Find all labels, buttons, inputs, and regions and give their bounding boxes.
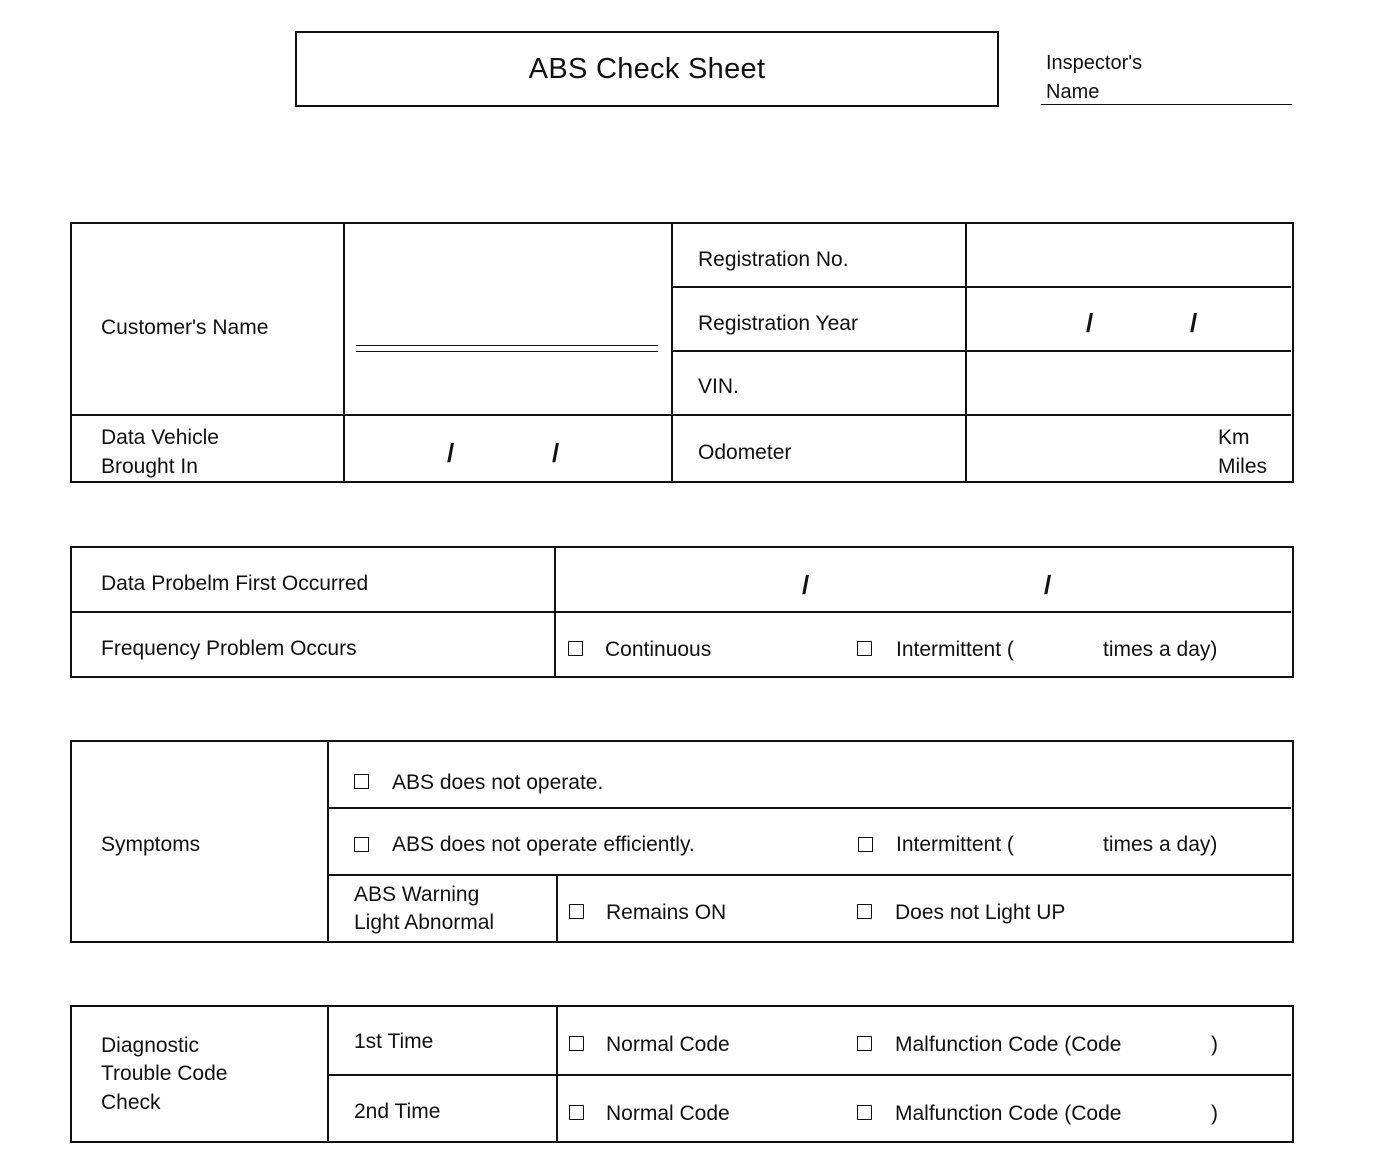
not-light-up-checkbox[interactable] (857, 904, 872, 919)
intermittent-label: Intermittent ( (896, 638, 1014, 661)
continuous-checkbox[interactable] (568, 641, 583, 656)
abs-not-operate-checkbox[interactable] (354, 774, 369, 789)
km-label: Km (1218, 426, 1250, 449)
registration-no-label: Registration No. (698, 248, 849, 271)
divider (327, 1074, 1291, 1076)
divider (72, 611, 1291, 613)
date-separator: / (1044, 570, 1052, 600)
date-separator: / (802, 570, 810, 600)
title-box (295, 31, 999, 107)
intermittent-checkbox[interactable] (857, 641, 872, 656)
divider (327, 742, 329, 941)
customer-name-line[interactable] (356, 351, 658, 352)
customer-name-label: Customer's Name (101, 316, 269, 339)
first-occurred-label: Data Probelm First Occurred (101, 572, 369, 595)
date-separator: / (1190, 308, 1198, 338)
date-separator: / (1086, 308, 1094, 338)
remains-on-label: Remains ON (606, 901, 727, 924)
second-time-label: 2nd Time (354, 1100, 441, 1123)
divider (965, 224, 967, 481)
second-normal-code-checkbox[interactable] (569, 1105, 584, 1120)
second-normal-code-label: Normal Code (606, 1102, 730, 1125)
divider (72, 414, 1291, 416)
first-malfunction-code-checkbox[interactable] (857, 1036, 872, 1051)
dtc-label-line2: Trouble Code (101, 1062, 228, 1085)
symptom-times-a-day-label: times a day) (1103, 833, 1218, 856)
divider (327, 874, 1291, 876)
first-normal-code-checkbox[interactable] (569, 1036, 584, 1051)
frequency-label: Frequency Problem Occurs (101, 637, 357, 660)
dtc-label-line3: Check (101, 1091, 161, 1114)
divider (671, 224, 673, 481)
inspector-label-line2: Name (1046, 81, 1100, 103)
abs-not-efficient-label: ABS does not operate efficiently. (392, 833, 695, 856)
data-vehicle-label-line2: Brought In (101, 455, 198, 478)
vehicle-info-table (70, 222, 1294, 483)
divider (671, 286, 1291, 288)
first-normal-code-label: Normal Code (606, 1033, 730, 1056)
date-separator: / (447, 438, 455, 468)
abs-not-operate-label: ABS does not operate. (392, 771, 604, 794)
customer-name-line[interactable] (356, 345, 658, 346)
symptom-intermittent-checkbox[interactable] (858, 837, 873, 852)
odometer-label: Odometer (698, 441, 792, 464)
second-close-paren: ) (1211, 1102, 1218, 1125)
registration-year-label: Registration Year (698, 312, 858, 335)
first-close-paren: ) (1211, 1033, 1218, 1056)
inspector-label-line1: Inspector's (1046, 52, 1143, 74)
continuous-label: Continuous (605, 638, 712, 661)
abs-not-efficient-checkbox[interactable] (354, 837, 369, 852)
inspector-name-field[interactable] (1041, 104, 1292, 105)
first-malfunction-code-label: Malfunction Code (Code (895, 1033, 1122, 1056)
warning-light-label-line1: ABS Warning (354, 883, 480, 906)
date-separator: / (552, 438, 560, 468)
times-a-day-label: times a day) (1103, 638, 1218, 661)
divider (343, 224, 345, 481)
divider (327, 807, 1291, 809)
vin-label: VIN. (698, 375, 739, 398)
symptom-intermittent-label: Intermittent ( (896, 833, 1014, 856)
warning-light-label-line2: Light Abnormal (354, 911, 495, 934)
first-time-label: 1st Time (354, 1030, 434, 1053)
page-title: ABS Check Sheet (528, 52, 766, 85)
miles-label: Miles (1218, 455, 1268, 478)
data-vehicle-label-line1: Data Vehicle (101, 426, 219, 449)
dtc-label-line1: Diagnostic (101, 1034, 200, 1057)
symptoms-label: Symptoms (101, 833, 201, 856)
not-light-up-label: Does not Light UP (895, 901, 1066, 924)
second-malfunction-code-label: Malfunction Code (Code (895, 1102, 1122, 1125)
remains-on-checkbox[interactable] (569, 904, 584, 919)
divider (671, 350, 1291, 352)
second-malfunction-code-checkbox[interactable] (857, 1105, 872, 1120)
divider (556, 874, 558, 941)
